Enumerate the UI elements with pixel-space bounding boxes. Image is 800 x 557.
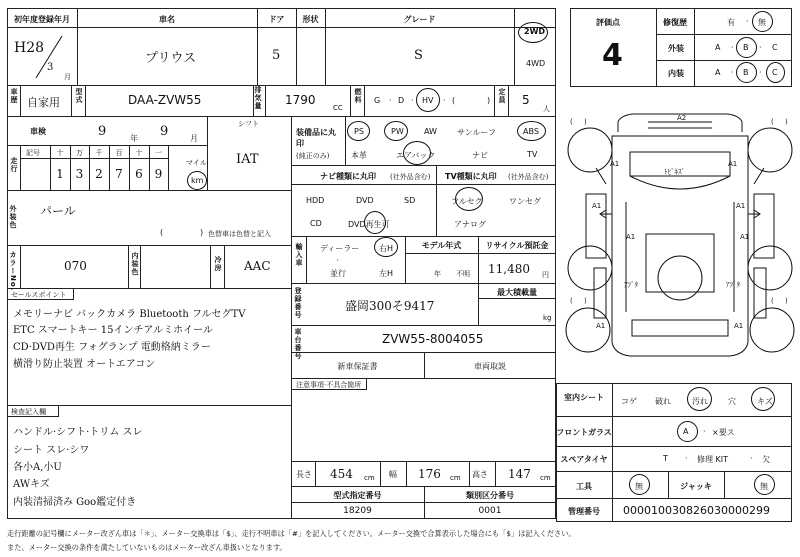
cabin-scratch: キズ <box>757 397 773 406</box>
windshield-a-circle <box>677 421 698 442</box>
cabin-hole: 穴 <box>728 397 736 406</box>
damage-mark: A1 <box>734 322 744 330</box>
equip-leather: 本革 <box>351 151 367 160</box>
new-car-warranty: 新車保証書 <box>337 362 378 371</box>
damage-mark: A1 <box>740 233 750 241</box>
exterior-c: C <box>772 43 778 52</box>
equip-pw: PW <box>391 127 404 136</box>
km-circle <box>187 171 207 190</box>
mileage-digit: 9 <box>154 167 163 181</box>
tv-analog: アナログ <box>454 220 486 229</box>
fuel-dot: · <box>389 96 392 105</box>
model-label: 型式 <box>75 88 83 104</box>
damage-mark: A1 <box>592 202 602 210</box>
registration-value: 盛岡300そ9417 <box>345 299 435 313</box>
interior-dot: · <box>731 68 734 77</box>
inspector-line: AWキズ <box>13 479 50 490</box>
height-value: 147 <box>508 467 531 481</box>
grade-label: グレード <box>403 15 436 24</box>
exterior-b: B <box>743 43 749 52</box>
capacity-label: 定員 <box>498 88 506 104</box>
car-name-label: 車名 <box>159 15 175 24</box>
equip-pw-circle <box>384 121 408 141</box>
spare-dot: · <box>685 454 688 463</box>
cooling-value: AAC <box>244 259 271 273</box>
cabin-stain-circle <box>687 387 712 411</box>
recycle-label: リサイクル預託金 <box>485 241 549 250</box>
jack-label: ジャッキ <box>680 482 712 491</box>
sales-point-line: 横滑り防止装置 オートエアコン <box>13 359 156 370</box>
digit-header: 一 <box>155 149 162 157</box>
import-label: 輸入車 <box>295 243 303 267</box>
jack-value: 無 <box>760 482 768 491</box>
inspection-month: 9 <box>160 124 169 139</box>
exterior-dot: · <box>759 43 762 52</box>
tools-circle <box>629 474 650 495</box>
windshield-label: フロントガラス <box>556 428 612 437</box>
navi-dvd-play-circle <box>364 211 386 234</box>
navi-label: ナビ種類に丸印 <box>320 172 376 181</box>
repair-label: 修復歴 <box>663 18 687 27</box>
doors-value: 5 <box>272 48 281 63</box>
color-no-value: 070 <box>64 259 87 273</box>
cooling-label: 冷房 <box>214 256 222 272</box>
digit-header: 十 <box>135 149 143 157</box>
length-unit: cm <box>364 474 375 482</box>
footer-note-2: また、メーター交換の条件を満たしていないものはメーター改ざん車扱いとなります。 <box>7 543 287 552</box>
designation-label: 型式指定番号 <box>333 491 382 500</box>
bracket-open: ( <box>570 297 573 305</box>
shift-label: シフト <box>238 120 259 128</box>
cc-unit: CC <box>333 104 343 112</box>
mileage-digit: 6 <box>135 167 143 181</box>
door-label: ドア <box>268 15 285 24</box>
inspector-line: 各小A,小U <box>13 462 62 473</box>
tv-fullseg-circle <box>455 187 483 211</box>
inspection-month-unit: 月 <box>190 134 198 143</box>
equip-sunroof: サンルーフ <box>457 128 496 137</box>
interior-a: A <box>715 68 721 77</box>
displacement-value: 1790 <box>285 93 316 107</box>
fuel-g: G <box>374 96 381 105</box>
damage-mark: A1 <box>626 233 636 241</box>
inspector-label: 検査記入欄 <box>11 408 46 416</box>
color-value: パール <box>40 204 76 218</box>
mileage-mark-label: 記号 <box>26 149 40 157</box>
vehicle-manual: 車両取説 <box>474 362 506 371</box>
chassis-label: 車台番号 <box>294 328 302 360</box>
equip-tv: TV <box>527 150 538 159</box>
capacity-value: 5 <box>522 93 530 107</box>
repair-none-circle <box>752 11 773 32</box>
repair-none: 無 <box>758 18 766 27</box>
category-label: 類別区分番号 <box>466 491 514 500</box>
interior-b-circle <box>736 62 757 83</box>
damage-mark: A1 <box>728 160 738 168</box>
recycle-value: 11,480 <box>488 262 530 276</box>
score-label: 評価点 <box>596 18 620 27</box>
import-dealer: ディーラー <box>320 244 360 253</box>
mileage-digit: 3 <box>75 167 84 181</box>
import-right-circle <box>374 237 398 257</box>
damage-mark: A1 <box>610 160 620 168</box>
equip-airbag-circle <box>403 141 431 165</box>
inspection-year: 9 <box>98 124 107 139</box>
damage-mark: ﾄﾋﾞｷｽﾞ <box>664 168 685 176</box>
damage-mark: ｱﾌﾞﾀ <box>624 281 638 289</box>
navi-cd: CD <box>310 219 322 228</box>
navi-sd: SD <box>404 196 416 205</box>
digit-header: 百 <box>115 149 123 157</box>
cabin-sheet-label: 室内シート <box>564 393 604 402</box>
spare-t: T <box>663 454 668 463</box>
equip-airbag: エアバック <box>396 151 436 160</box>
reg-month-unit: 月 <box>64 73 71 81</box>
inspection-label: 車検 <box>30 127 46 136</box>
cabin-burn: コゲ <box>621 397 637 406</box>
width-value: 176 <box>418 467 441 481</box>
designation-value: 18209 <box>343 506 372 516</box>
km-unit: km <box>191 176 204 185</box>
person-unit: 人 <box>543 105 550 113</box>
inspector-line: ハンドル·シフト·トリム スレ <box>13 427 143 438</box>
footer-note-1: 走行距離の記号欄にメーター改ざん車は「＊」、メーター交換車は「$」、走行不明車は「#」を記入してください。メーター交換で合算表示した場合にも「$」は記入ください。 <box>7 529 576 538</box>
reg-month: 3 <box>47 62 54 73</box>
navi-dvd: DVD <box>356 196 374 205</box>
color-paren-open: ( <box>160 228 164 237</box>
mileage-digit: 2 <box>95 167 103 181</box>
category-value: 0001 <box>478 506 502 516</box>
max-load-label: 最大積載量 <box>497 288 537 297</box>
equip-ps: PS <box>354 127 364 136</box>
width-unit: cm <box>450 474 461 482</box>
shift-value: IAT <box>236 152 259 167</box>
inspector-line: シート スレ·シワ <box>13 445 90 456</box>
car-diagram <box>560 92 800 374</box>
tools-label: 工具 <box>576 482 592 491</box>
management-label: 管理番号 <box>568 507 600 516</box>
interior-dot: · <box>759 68 762 77</box>
color-paren-close: ) <box>200 228 204 237</box>
bracket-close: ) <box>785 297 788 305</box>
import-right: 右H <box>379 244 394 253</box>
score-value: 4 <box>602 38 623 73</box>
interior-c-circle <box>766 62 785 83</box>
bracket-close: ) <box>785 118 788 126</box>
fuel-paren-close: ) <box>487 96 491 105</box>
interior-c: C <box>772 68 778 77</box>
grade-value: S <box>414 48 423 63</box>
digit-header: 十 <box>56 149 64 157</box>
chassis-value: ZVW55-8004055 <box>382 332 484 346</box>
bracket-close: ) <box>584 118 587 126</box>
spare-kit: 修理 KIT <box>697 455 729 464</box>
kg-unit: kg <box>543 314 552 322</box>
tools-value: 無 <box>635 482 643 491</box>
color-no-label: カラーNo. <box>9 251 17 292</box>
bracket-open: ( <box>771 297 774 305</box>
width-label: 幅 <box>389 470 397 479</box>
exterior-b-circle <box>736 37 757 58</box>
recycle-unit: 円 <box>542 271 549 279</box>
equip-abs: ABS <box>523 127 539 136</box>
fuel-hv-circle <box>416 88 440 112</box>
management-value: 000010030826030000299 <box>623 504 770 517</box>
mile-unit: マイル <box>186 159 207 167</box>
repair-dot: · <box>746 17 749 26</box>
import-parallel: 並行 <box>330 269 346 278</box>
spare-tire-label: スペアタイヤ <box>560 455 608 464</box>
damage-mark: A1 <box>596 322 606 330</box>
registration-label: 登録番号 <box>294 287 302 319</box>
spare-dot: · <box>750 454 753 463</box>
equip-abs-circle <box>517 121 546 141</box>
bracket-close: ) <box>584 297 587 305</box>
repair-yes: 有 <box>727 18 735 27</box>
sales-point-line: ETC スマートキー 15インチアルミホイール <box>13 325 213 336</box>
mileage-digit: 1 <box>56 167 64 181</box>
length-label: 長さ <box>296 470 312 479</box>
shape-label: 形状 <box>302 15 319 24</box>
car-name-value: プリウス <box>145 51 197 66</box>
drive-2wd-circle <box>518 22 548 43</box>
digit-header: 千 <box>95 149 103 157</box>
cabin-scratch-circle <box>751 387 775 411</box>
equipment-sublabel: (純正のみ) <box>296 152 330 160</box>
fuel-paren-open: ( <box>452 96 456 105</box>
height-label: 高さ <box>472 470 488 479</box>
color-note: 色替車は色替と記入 <box>208 230 271 238</box>
exterior-label: 外装 <box>668 44 684 53</box>
jack-circle <box>754 474 775 495</box>
spare-missing: 欠 <box>762 455 770 464</box>
era-year: H28 <box>14 40 45 56</box>
model-value: DAA-ZVW55 <box>128 93 202 107</box>
model-year-label: モデル年式 <box>421 241 462 250</box>
import-left: 左H <box>379 269 394 278</box>
sales-points-label: セールスポイント <box>11 291 67 299</box>
first-registration-label: 初年度登録年月 <box>14 15 70 24</box>
damage-mark: A2 <box>677 114 687 122</box>
usage-label: 車歴 <box>10 88 18 104</box>
length-value: 454 <box>330 467 353 481</box>
interior-label: 内装 <box>668 69 684 78</box>
height-unit: cm <box>540 474 551 482</box>
equip-aw: AW <box>424 127 437 136</box>
navi-dvd-play: DVD再生可 <box>348 220 390 229</box>
interior-color-label: 内装色 <box>131 252 139 276</box>
damage-mark: ｱﾌﾞﾀ <box>726 281 740 289</box>
bracket-open: ( <box>570 118 573 126</box>
cabin-tear: 破れ <box>655 397 671 406</box>
bracket-open: ( <box>771 118 774 126</box>
tv-label: TV種類に丸印 <box>445 172 497 181</box>
model-year-unit: 年 <box>434 270 441 278</box>
mileage-digit: 7 <box>115 167 123 181</box>
tv-fullseg: フルセグ <box>451 197 483 206</box>
mileage-label: 走行 <box>10 157 18 173</box>
inspection-year-unit: 年 <box>130 134 138 143</box>
equip-navi: ナビ <box>472 151 488 160</box>
sales-point-line: メモリーナビ バックカメラ Bluetooth フルセグTV <box>13 309 246 320</box>
fuel-label: 燃料 <box>354 88 362 104</box>
interior-b: B <box>743 68 749 77</box>
usage-value: 自家用 <box>27 96 60 109</box>
model-year-unknown: 不明 <box>456 270 470 278</box>
notes-label: 注意事項·不具合箇所 <box>296 381 362 389</box>
displacement-label: 排気量 <box>254 86 262 110</box>
tv-sub: (社外品含む) <box>508 173 549 181</box>
equipment-label: 装備品に丸印 <box>296 128 336 148</box>
cabin-stain: 汚れ <box>692 397 708 406</box>
fuel-dot: · <box>411 96 414 105</box>
sales-point-line: CD·DVD再生 フォグランプ 電動格納ミラー <box>13 342 211 353</box>
exterior-a: A <box>715 43 721 52</box>
navi-hdd: HDD <box>306 196 325 205</box>
windshield-replace: ×要ス <box>712 428 735 437</box>
tv-oneseg: ワンセグ <box>509 197 541 206</box>
inspector-line: 内装清掃済み Goo鑑定付き <box>13 497 137 508</box>
drive-4wd: 4WD <box>526 59 546 68</box>
exterior-dot: · <box>731 43 734 52</box>
fuel-hv: HV <box>422 96 434 105</box>
color-label: 外装色 <box>9 205 17 229</box>
navi-sub: (社外品含む) <box>390 173 431 181</box>
digit-header: 万 <box>76 149 83 157</box>
fuel-dot: · <box>443 96 446 105</box>
fuel-d: D <box>398 96 405 105</box>
windshield-a: A <box>683 427 689 436</box>
import-dot: · <box>336 256 339 265</box>
drive-2wd: 2WD <box>524 27 546 36</box>
damage-mark: A1 <box>736 202 746 210</box>
equip-ps-circle <box>347 121 370 141</box>
windshield-dot: · <box>703 427 706 436</box>
